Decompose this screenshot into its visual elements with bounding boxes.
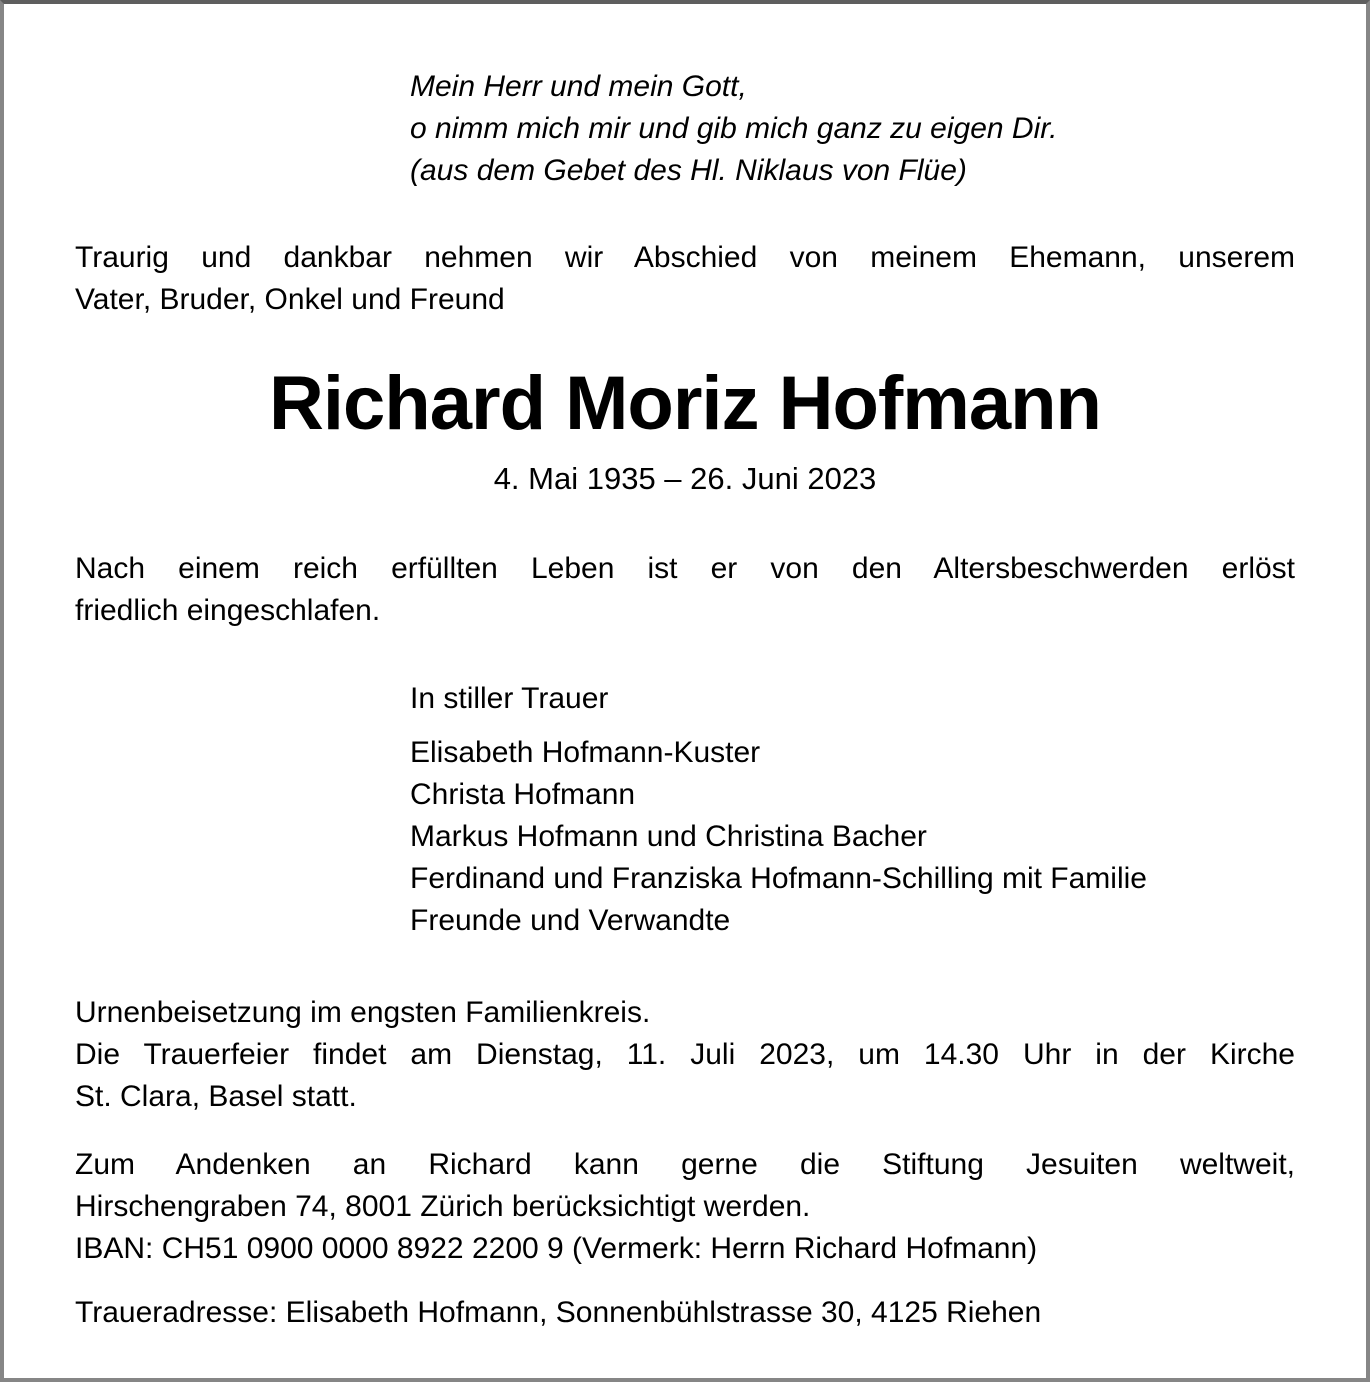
deceased-name: Richard Moriz Hofmann	[269, 361, 1101, 446]
mourning-address: Traueradresse: Elisabeth Hofmann, Sonnenbühlstrasse 30, 4125 Riehen	[75, 1296, 1042, 1329]
ceremony-paragraph	[75, 992, 1295, 1118]
death-note-paragraph	[75, 548, 1295, 632]
text-line: Freunde und Verwandte	[410, 904, 731, 937]
mourning-intro: In stiller Trauer	[410, 682, 609, 715]
text-line: Zum Andenken an Richard kann gerne die Stiftung Jesuiten weltweit,	[75, 1148, 1295, 1181]
text-line: Ferdinand und Franziska Hofmann-Schilling mit Familie	[410, 862, 1147, 895]
text-line: St. Clara, Basel statt.	[75, 1080, 357, 1113]
mourners-list	[410, 732, 1295, 942]
text-line: o nimm mich mir und gib mich ganz zu eigen Dir.	[410, 112, 1058, 145]
text-line: Christa Hofmann	[410, 778, 636, 811]
text-line: Vater, Bruder, Onkel und Freund	[75, 283, 505, 316]
text-line: Traurig und dankbar nehmen wir Abschied von meinem Ehemann, unserem	[75, 241, 1295, 274]
life-dates: 4. Mai 1935 – 26. Juni 2023	[493, 461, 877, 496]
text-line: Urnenbeisetzung im engsten Familienkreis.	[75, 996, 651, 1029]
text-line: IBAN: CH51 0900 0000 8922 2200 9 (Vermerk: Herrn Richard Hofmann)	[75, 1232, 1038, 1265]
opening-quote	[410, 66, 1295, 192]
donation-paragraph	[75, 1144, 1295, 1270]
text-line: friedlich eingeschlafen.	[75, 594, 381, 627]
text-line: Nach einem reich erfüllten Leben ist er von den Altersbeschwerden erlöst	[75, 552, 1295, 585]
text-line: Markus Hofmann und Christina Bacher	[410, 820, 927, 853]
mourning-section	[410, 678, 1295, 942]
farewell-paragraph	[75, 237, 1295, 321]
text-line: Mein Herr und mein Gott,	[410, 70, 747, 103]
text-line: Die Trauerfeier findet am Dienstag, 11. Juli 2023, um 14.30 Uhr in der Kirche	[75, 1038, 1295, 1071]
text-line: Hirschengraben 74, 8001 Zürich berücksichtigt werden.	[75, 1190, 811, 1223]
text-line: Elisabeth Hofmann-Kuster	[410, 736, 761, 769]
text-line: (aus dem Gebet des Hl. Niklaus von Flüe)	[410, 154, 967, 187]
